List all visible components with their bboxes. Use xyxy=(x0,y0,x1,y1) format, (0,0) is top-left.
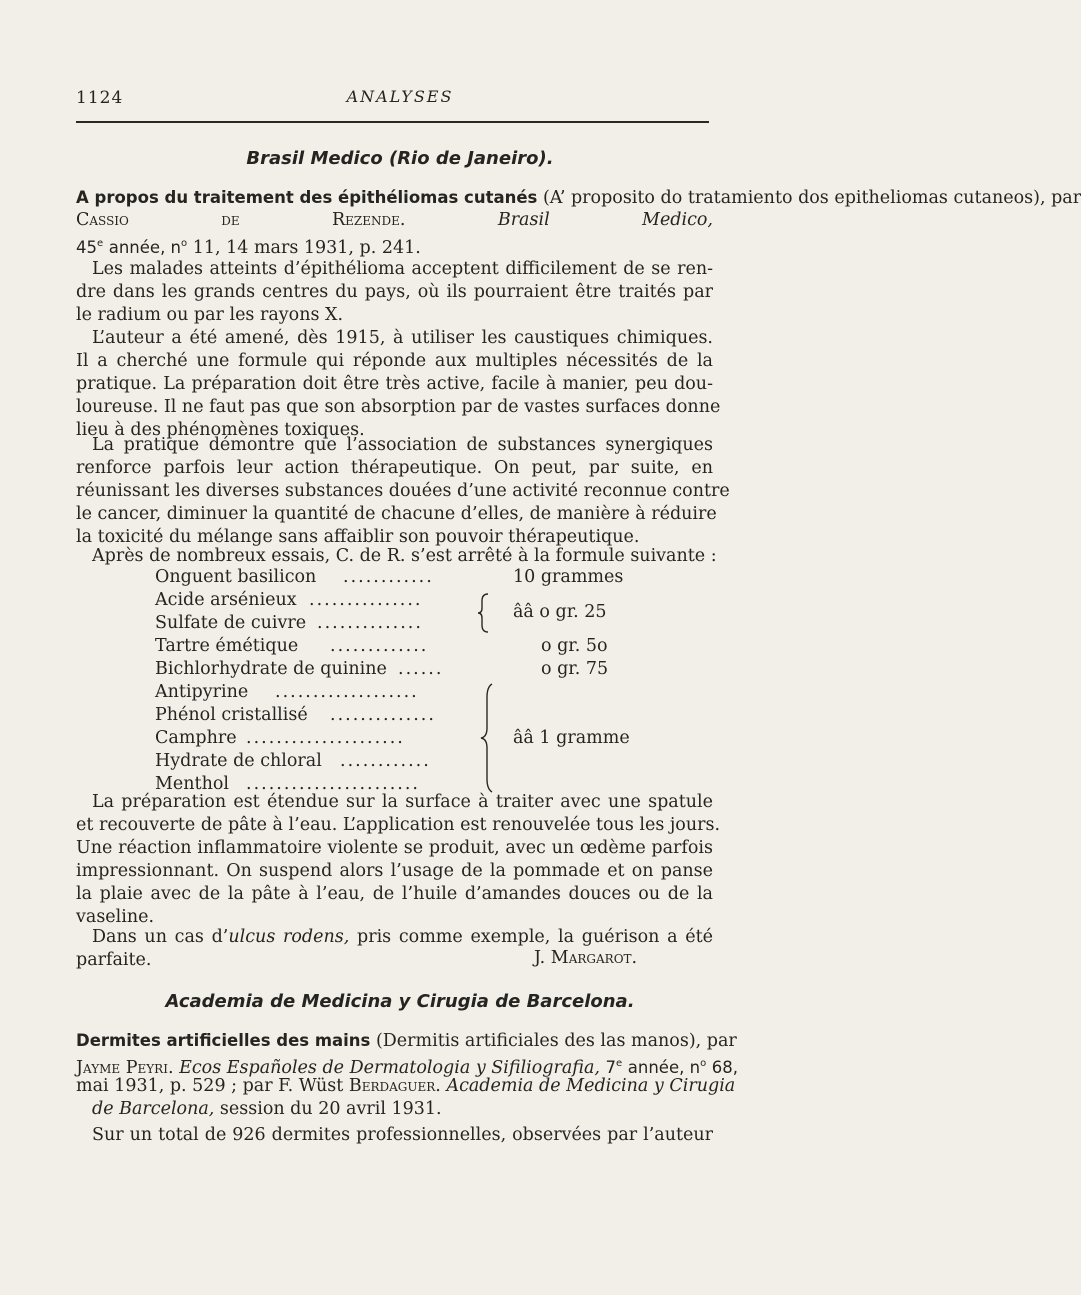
source-annee: année, n xyxy=(108,237,182,257)
formula-qty: ââ 1 gramme xyxy=(513,728,630,748)
formula-item: Acide arsénieux xyxy=(155,590,297,610)
para3-line: renforce parfois leur action thérapeutique. On peut, par suite, en xyxy=(76,458,713,478)
formula-item: Tartre émétique xyxy=(155,636,299,656)
s2-para1-line: Sur un total de 926 dermites professionnelles, observées par l’auteur xyxy=(92,1125,713,1145)
article-title: Dermites artificielles des mains xyxy=(76,1031,371,1050)
citation-line-2 xyxy=(76,209,713,232)
para6-text: pris comme exemple, la guérison a été xyxy=(357,927,713,947)
citation2-line-4 xyxy=(76,1098,713,1121)
article-author: Cassio de Rezende. xyxy=(76,210,406,230)
formula-dots: .............. xyxy=(317,613,423,633)
paragraph-s2-1 xyxy=(76,1124,713,1147)
formula-dots: ................... xyxy=(275,682,419,702)
source-sup2: o xyxy=(700,1058,707,1069)
para2-line: lieu à des phénomènes toxiques. xyxy=(76,420,365,440)
formula-dots: .............. xyxy=(330,705,436,725)
article-citation-2 xyxy=(76,1029,737,1052)
formula-item: Hydrate de chloral xyxy=(155,751,322,771)
article-citation-1 xyxy=(76,186,1081,209)
article-source: Ecos Españoles de Dermatologia y Sifiliografia, xyxy=(179,1057,600,1078)
formula-qty: o gr. 75 xyxy=(541,659,609,679)
source-issue: 11, 14 mars 1931, p. 241. xyxy=(192,237,421,258)
formula-item: Camphre xyxy=(155,728,237,748)
formula-qty: 10 grammes xyxy=(513,567,624,587)
journal-title-academia: Academia de Medicina y Cirugia de Barcelona. xyxy=(165,991,635,1012)
para2-line: loureuse. Il ne faut pas que son absorption par de vastes surfaces donne xyxy=(76,397,721,417)
para2-line: Il a cherché une formule qui réponde aux multiples nécessités de la xyxy=(76,351,713,371)
formula-qty: ââ o gr. 25 xyxy=(513,602,607,622)
formula-dots: ..................... xyxy=(246,728,405,748)
para6-text: Dans un cas d’ xyxy=(92,927,229,947)
brace-icon xyxy=(480,683,494,793)
paragraph-2 xyxy=(76,327,721,442)
source-volume: 45 xyxy=(76,237,97,257)
paragraph-3 xyxy=(76,434,730,549)
article-author-2: Berdaguer. xyxy=(348,1076,441,1096)
formula-dots: ............... xyxy=(309,590,423,610)
formula-dots: ...... xyxy=(398,659,444,679)
para3-line: le cancer, diminuer la quantité de chacune d’elles, de manière à réduire xyxy=(76,504,717,524)
header-rule xyxy=(76,121,709,123)
para4-line: Après de nombreux essais, C. de R. s’est arrêté à la formule suivante : xyxy=(92,546,717,566)
formula-dots: ............ xyxy=(343,567,434,587)
source-annee: année, n xyxy=(627,1057,701,1077)
paragraph-5 xyxy=(76,791,721,929)
para2-line: pratique. La préparation doit être très active, facile à manier, peu dou- xyxy=(76,374,713,394)
para1-line: Les malades atteints d’épithélioma acceptent difficilement de se ren- xyxy=(92,259,713,279)
journal-title-brasil-medico: Brasil Medico (Rio de Janeiro). xyxy=(246,148,554,169)
source-sup2: o xyxy=(181,238,188,249)
formula-item: Onguent basilicon xyxy=(155,567,317,587)
para5-line: vaseline. xyxy=(76,907,155,927)
formula-item: Sulfate de cuivre xyxy=(155,613,307,633)
para3-line: la toxicité du mélange sans affaiblir son pouvoir thérapeutique. xyxy=(76,527,640,547)
article-author: Jayme Peyri. xyxy=(76,1057,174,1078)
paragraph-1 xyxy=(76,258,713,327)
para5-line: Une réaction inflammatoire violente se produit, avec un œdème parfois xyxy=(76,838,713,858)
article-source: Brasil Medico, xyxy=(497,210,713,230)
page-number: 1124 xyxy=(76,88,124,108)
formula-qty: o gr. 5o xyxy=(541,636,608,656)
article-source-2: Academia de Medicina y Cirugia xyxy=(446,1076,736,1096)
para6-italic: ulcus rodens, xyxy=(228,927,350,947)
formula-item: Phénol cristallisé xyxy=(155,705,308,725)
source-issue: 68, xyxy=(711,1057,739,1077)
formula-item: Bichlorhydrate de quinine xyxy=(155,659,387,679)
source-sup: e xyxy=(97,238,104,249)
article-source-2-cont: de Barcelona, xyxy=(92,1099,215,1119)
para3-line: réunissant les diverses substances douées d’une activité reconnue contre xyxy=(76,481,730,501)
article-orig-title: (A’ proposito do tratamiento dos epitheliomas cutaneos), par xyxy=(542,188,1081,208)
paragraph-4 xyxy=(76,545,717,568)
formula-item: Menthol xyxy=(155,774,229,794)
citation-text: mai 1931, p. 529 ; par F. Wüst xyxy=(76,1076,344,1096)
formula-dots: ............. xyxy=(330,636,429,656)
para1-line: dre dans les grands centres du pays, où ils pourraient être traités par xyxy=(76,282,713,302)
signature: J. Margarot. xyxy=(534,948,638,968)
citation-line-3 xyxy=(76,232,713,258)
formula-dots: ....................... xyxy=(246,774,420,794)
article-orig-title: (Dermitis artificiales des las manos), par xyxy=(375,1031,737,1051)
para3-line: La pratique démontre que l’association de substances synergiques xyxy=(92,435,713,455)
para5-line: La préparation est étendue sur la surface à traiter avec une spatule xyxy=(92,792,713,812)
citation2-line-2 xyxy=(76,1052,739,1078)
formula-dots: ............ xyxy=(340,751,431,771)
brace-icon xyxy=(478,593,492,633)
citation-session: session du 20 avril 1931. xyxy=(219,1099,442,1119)
source-volume: 7 xyxy=(605,1057,617,1077)
formula-item: Antipyrine xyxy=(155,682,249,702)
para6-line: parfaite. xyxy=(76,950,152,970)
citation2-line-3 xyxy=(76,1075,736,1098)
para5-line: et recouverte de pâte à l’eau. L’application est renouvelée tous les jours. xyxy=(76,815,721,835)
article-title: A propos du traitement des épithéliomas cutanés xyxy=(76,188,538,207)
para5-line: la plaie avec de la pâte à l’eau, de l’huile d’amandes douces ou de la xyxy=(76,884,713,904)
para1-line: le radium ou par les rayons X. xyxy=(76,305,344,325)
para5-line: impressionnant. On suspend alors l’usage de la pommade et on panse xyxy=(76,861,713,881)
running-title: ANALYSES xyxy=(346,87,454,106)
para2-line: L’auteur a été amené, dès 1915, à utiliser les caustiques chimiques. xyxy=(92,328,713,348)
source-sup: e xyxy=(616,1058,623,1069)
